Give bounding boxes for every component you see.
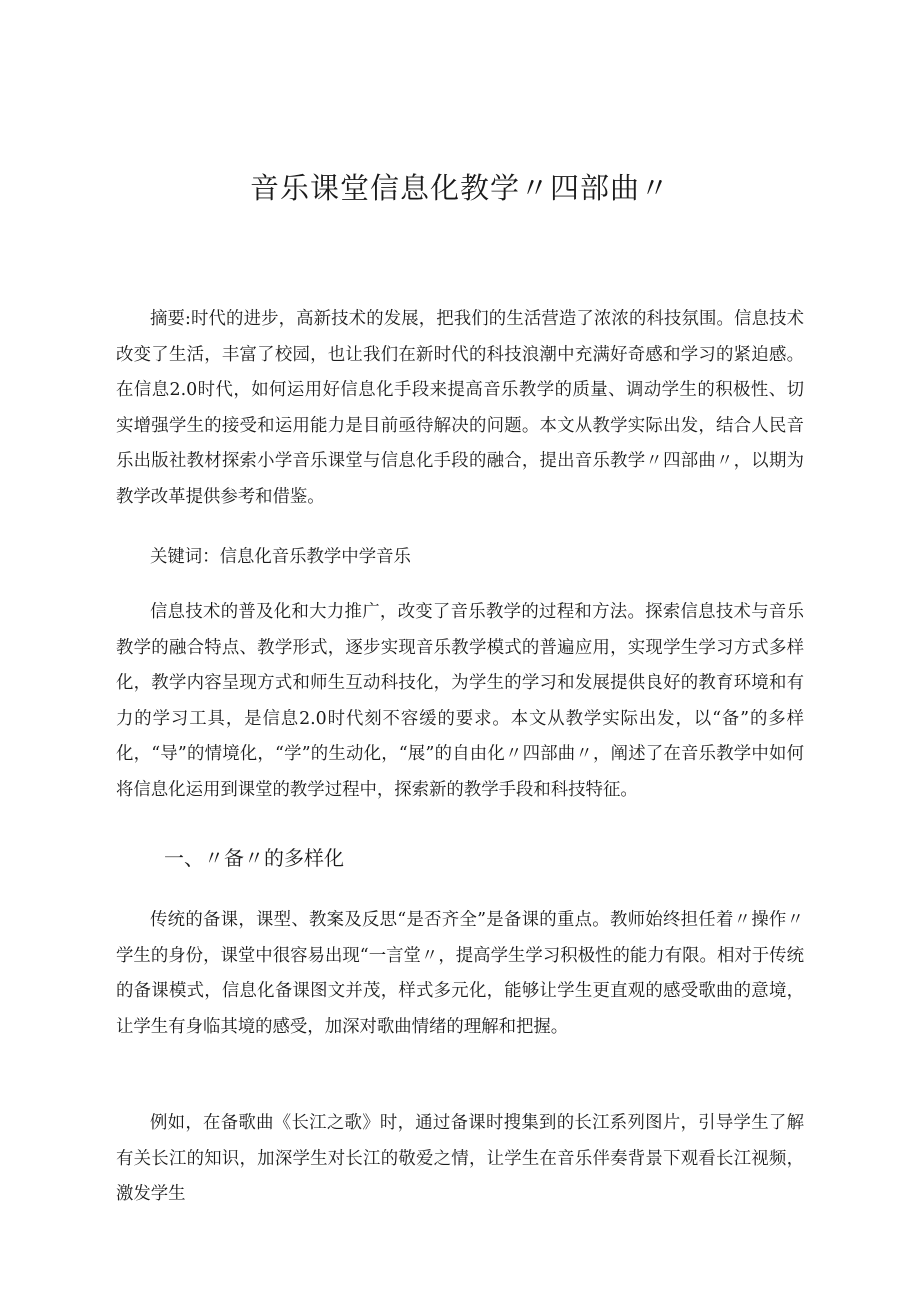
keywords-line: 关键词：信息化音乐教学中学音乐 — [150, 547, 411, 567]
body-paragraph: 传统的备课，课型、教案及反思“是否齐全”是备课的重点。教师始终担任着〃操作〃学生的身份，课堂中很容易出现“一言堂〃，提高学生学习积极性的能力有限。相对于传统的备课模式，信息化备课图文并茂，样式多元化，能够让学生更直观的感受歌曲的意境，让学生有身临其境的感受，加深对歌曲情绪的理解和把握。 — [116, 910, 804, 1037]
section-heading: 一、〃备〃的多样化 — [164, 846, 344, 870]
body-paragraph: 例如，在备歌曲《长江之歌》时，通过备课时搜集到的长江系列图片，引导学生了解有关长江的知识，加深学生对长江的敬爱之情，让学生在音乐伴奏背景下观看长江视频，激发学生 — [116, 1113, 804, 1204]
abstract-paragraph: 摘要:时代的进步，高新技术的发展，把我们的生活营造了浓浓的科技氛围。信息技术改变了生活，丰富了校园，也让我们在新时代的科技浪潮中充满好奇感和学习的紧迫感。在信息2.0时代，如何运用好信息化手段来提高音乐教学的质量、调动学生的积极性、切实增强学生的接受和运用能力是目前亟待解决的问题。本文从教学实际出发，结合人民音乐出版社教材探索小学音乐课堂与信息化手段的融合，提出音乐教学〃四部曲〃，以期为教学改革提供参考和借鉴。 — [116, 309, 804, 507]
document-title: 音乐课堂信息化教学〃四部曲〃 — [249, 171, 670, 205]
intro-paragraph: 信息技术的普及化和大力推广，改变了音乐教学的过程和方法。探索信息技术与音乐教学的融合特点、教学形式，逐步实现音乐教学模式的普遍应用，实现学生学习方式多样化，教学内容呈现方式和师生互动科技化，为学生的学习和发展提供良好的教育环境和有力的学习工具，是信息2.0时代刻不容缓的要求。本文从教学实际出发，以“备”的多样化，“导”的情境化，“学”的生动化，“展”的自由化〃四部曲〃，阐述了在音乐教学中如何将信息化运用到课堂的教学过程中，探索新的教学手段和科技特征。 — [116, 602, 804, 800]
